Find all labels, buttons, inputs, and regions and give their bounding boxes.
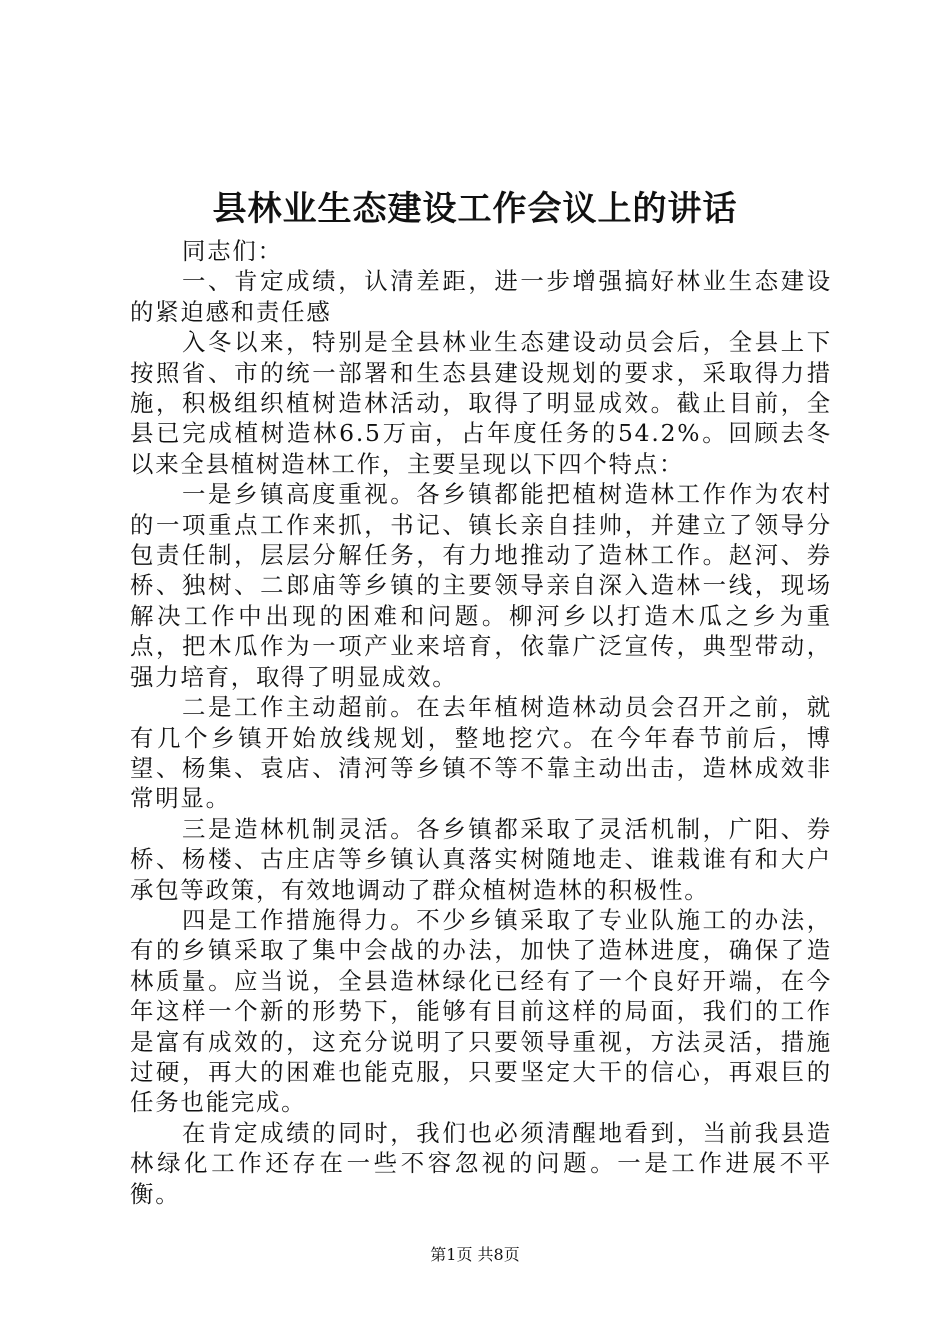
document-title: 县林业生态建设工作会议上的讲话 [212,189,738,229]
paragraph-point-four: 四是工作措施得力。不少乡镇采取了专业队施工的办法，有的乡镇采取了集中会战的办法，加快了造林进度，确保了造林质量。应当说，全县造林绿化已经有了一个良好开端，在今年这样一个新的形势下，能够有目前这样的局面，我们的工作是富有成效的，这充分说明了只要领导重视，方法灵活，措施过硬，再大的困难也能克服，只要坚定大干的信心，再艰巨的任务也能完成。 [130,905,832,1117]
paragraph-point-one: 一是乡镇高度重视。各乡镇都能把植树造林工作作为农村的一项重点工作来抓，书记、镇长亲自挂帅，并建立了领导分包责任制，层层分解任务，有力地推动了造林工作。赵河、券桥、独树、二郎庙等乡镇的主要领导亲自深入造林一线，现场解决工作中出现的困难和问题。柳河乡以打造木瓜之乡为重点，把木瓜作为一项产业来培育，依靠广泛宣传，典型带动，强力培育，取得了明显成效。 [130,480,832,691]
paragraph-section-heading: 一、肯定成绩，认清差距，进一步增强搞好林业生态建设的紧迫感和责任感 [130,267,832,326]
paragraph-problems: 在肯定成绩的同时，我们也必须清醒地看到，当前我县造林绿化工作还存在一些不容忽视的问题。一是工作进展不平衡。 [130,1118,832,1208]
page-number-footer: 第1页 共8页 [430,1245,520,1264]
paragraph-point-three: 三是造林机制灵活。各乡镇都采取了灵活机制，广阳、券桥、杨楼、古庄店等乡镇认真落实树随地走、谁栽谁有和大户承包等政策，有效地调动了群众植树造林的积极性。 [130,814,832,904]
paragraph-salutation: 同志们： [182,237,283,265]
paragraph-overview: 入冬以来，特别是全县林业生态建设动员会后，全县上下按照省、市的统一部署和生态县建设规划的要求，采取得力措施，积极组织植树造林活动，取得了明显成效。截止目前，全县已完成植树造林6.5万亩，占年度任务的54.2%。回顾去冬以来全县植树造林工作，主要呈现以下四个特点： [130,328,832,478]
paragraph-point-two: 二是工作主动超前。在去年植树造林动员会召开之前，就有几个乡镇开始放线规划，整地挖穴。在今年春节前后，博望、杨集、袁店、清河等乡镇不等不靠主动出击，造林成效非常明显。 [130,693,832,813]
document-body [130,236,832,1209]
